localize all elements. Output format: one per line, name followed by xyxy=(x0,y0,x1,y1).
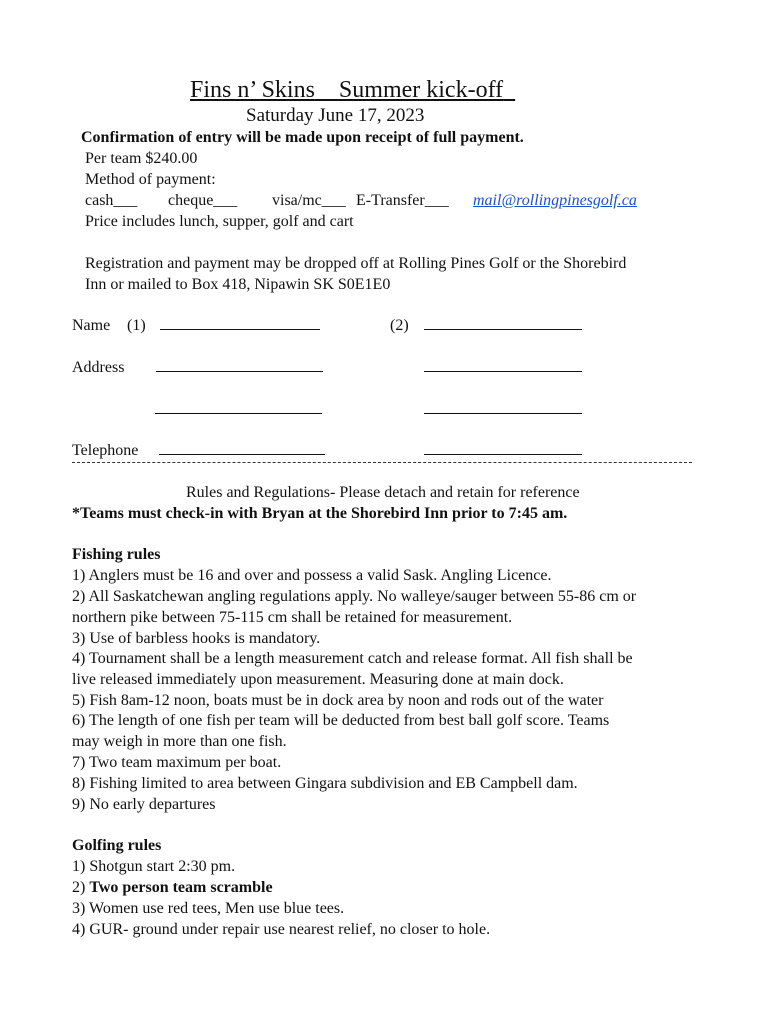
fishing-rules-heading: Fishing rules xyxy=(72,546,161,563)
fishing-rule: 7) Two team maximum per boat. xyxy=(72,754,282,771)
golfing-rules-heading: Golfing rules xyxy=(72,837,162,854)
event-date: Saturday June 17, 2023 xyxy=(246,105,425,126)
address-label: Address xyxy=(72,359,125,376)
checkin-notice: *Teams must check-in with Bryan at the Shorebird Inn prior to 7:45 am. xyxy=(72,505,568,522)
detach-divider xyxy=(72,462,692,463)
address-2-line1-field[interactable] xyxy=(424,358,582,378)
name-2-field[interactable] xyxy=(424,316,582,336)
name-2-label: (2) xyxy=(390,317,409,334)
page-title xyxy=(190,76,515,104)
fishing-rule: 4) Tournament shall be a length measurement catch and release format. All fish shall be xyxy=(72,650,633,667)
payment-option-etransfer: E-Transfer___ xyxy=(356,192,449,209)
fishing-rule: 8) Fishing limited to area between Gingara subdivision and EB Campbell dam. xyxy=(72,775,578,792)
fishing-rule: northern pike between 75-115 cm shall be retained for measurement. xyxy=(72,609,513,626)
rules-detach-note: Rules and Regulations- Please detach and retain for reference xyxy=(186,484,580,501)
fishing-rule: 1) Anglers must be 16 and over and possess a valid Sask. Angling Licence. xyxy=(72,567,552,584)
fishing-rule: 2) All Saskatchewan angling regulations apply. No walleye/sauger between 55-86 cm or xyxy=(72,588,637,605)
fishing-rule: live released immediately upon measurement. Measuring done at main dock. xyxy=(72,671,564,688)
fishing-rule: 6) The length of one fish per team will be deducted from best ball golf score. Teams xyxy=(72,712,610,729)
fishing-rule: 9) No early departures xyxy=(72,796,216,813)
registration-instructions-line1: Registration and payment may be dropped off at Rolling Pines Golf or the Shorebird xyxy=(85,255,627,272)
telephone-label: Telephone xyxy=(72,442,139,459)
fishing-rule: may weigh in more than one fish. xyxy=(72,733,287,750)
title-event-name: Fins n’ Skins xyxy=(190,77,315,103)
name-label: Name xyxy=(72,317,111,334)
registration-instructions-line2: Inn or mailed to Box 418, Nipawin SK S0E1E0 xyxy=(85,276,391,293)
price-includes-note: Price includes lunch, supper, golf and cart xyxy=(85,213,354,230)
name-1-label: (1) xyxy=(127,317,146,334)
title-subtitle: Summer kick-off xyxy=(338,77,504,103)
address-1-line1-field[interactable] xyxy=(156,358,323,378)
golf-rule: 4) GUR- ground under repair use nearest relief, no closer to hole. xyxy=(72,921,491,938)
fishing-rule: 3) Use of barbless hooks is mandatory. xyxy=(72,630,321,647)
payment-option-cheque: cheque___ xyxy=(168,192,238,209)
payment-option-visa: visa/mc___ xyxy=(272,192,346,209)
fishing-rule: 5) Fish 8am-12 noon, boats must be in dock area by noon and rods out of the water xyxy=(72,692,604,709)
golf-rule: 3) Women use red tees, Men use blue tees. xyxy=(72,900,345,917)
payment-option-cash: cash___ xyxy=(85,192,138,209)
name-1-field[interactable] xyxy=(160,316,320,336)
golf-rule xyxy=(72,878,273,898)
telephone-1-field[interactable] xyxy=(159,441,325,461)
address-2-line2-field[interactable] xyxy=(424,400,582,420)
golf-rule-number: 2) xyxy=(72,879,90,896)
payment-method-label: Method of payment: xyxy=(85,171,216,188)
golf-rule-bold-text: Two person team scramble xyxy=(89,879,273,896)
per-team-price: Per team $240.00 xyxy=(85,150,198,167)
telephone-2-field[interactable] xyxy=(424,441,582,461)
confirmation-note: Confirmation of entry will be made upon receipt of full payment. xyxy=(81,129,524,146)
email-link[interactable]: mail@rollingpinesgolf.ca xyxy=(473,192,637,209)
address-1-line2-field[interactable] xyxy=(155,400,322,420)
golf-rule: 1) Shotgun start 2:30 pm. xyxy=(72,858,236,875)
